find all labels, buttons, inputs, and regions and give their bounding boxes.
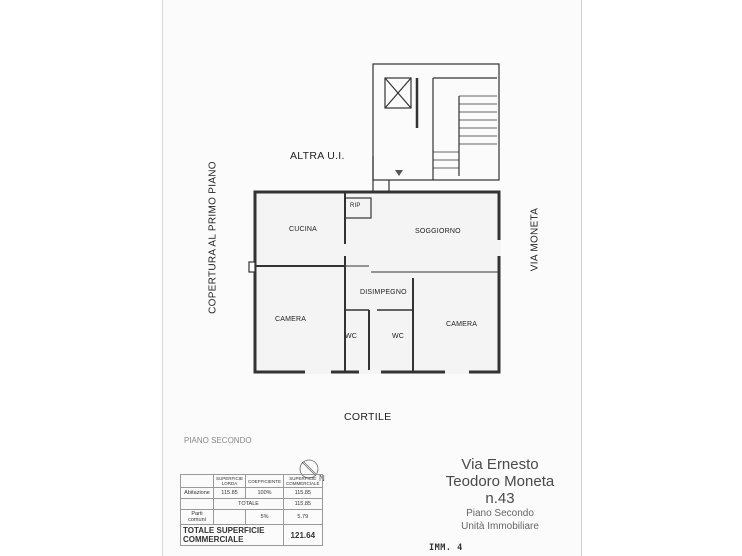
address-floor: Piano Secondo (466, 508, 534, 519)
table-row (181, 525, 323, 546)
room-label-camera-right: CAMERA (446, 321, 478, 328)
drawing-sheet (162, 0, 582, 556)
table-row (181, 499, 323, 510)
room-label-wc-right: WC (392, 333, 405, 340)
table-row (181, 510, 323, 525)
compass-north-label: N (319, 474, 325, 483)
address-line: Via Ernesto (461, 456, 539, 473)
area-table-cell: Abitazione (181, 488, 214, 499)
area-table-header (181, 475, 214, 488)
area-table-cell (181, 499, 214, 510)
room-label-wc-left: WC (345, 333, 358, 340)
area-table-cell (214, 510, 246, 525)
room-label-cucina: CUCINA (289, 226, 318, 233)
room-label-camera-left: CAMERA (275, 316, 307, 323)
area-table-cell: 5.79 (284, 510, 323, 525)
area-table-cell: 115.85 (284, 488, 323, 499)
unit-code: IMM. 4 (429, 543, 463, 553)
area-table-cell: 115.85 (214, 488, 246, 499)
floor-label: PIANO SECONDO (184, 436, 252, 445)
label-altra-ui: ALTRA U.I. (290, 150, 345, 162)
label-via-moneta: VIA MONETA (529, 207, 541, 272)
area-table-cell: 100% (246, 488, 284, 499)
area-table-cell: 115.85 (284, 499, 323, 510)
address-line: n.43 (485, 490, 515, 507)
area-total-value: 121.64 (284, 525, 323, 546)
address-block (425, 456, 575, 533)
area-table-cell: Parti comuni (181, 510, 214, 525)
area-table-header: COEFFICIENTE (246, 475, 284, 488)
room-label-soggiorno: SOGGIORNO (415, 228, 461, 235)
label-copertura: COPERTURA AL PRIMO PIANO (207, 161, 219, 314)
area-table-header: SUPERFICIE COMMERCIALE (284, 475, 323, 488)
room-label-disimpegno: DISIMPEGNO (360, 289, 407, 296)
area-table-cell: 5% (246, 510, 284, 525)
address-line: Teodoro Moneta (445, 473, 555, 490)
address-unit: Unità Immobiliare (461, 521, 539, 532)
area-total-label: TOTALE SUPERFICIE COMMERCIALE (181, 525, 284, 546)
apartment-outline (255, 192, 499, 372)
area-table (180, 474, 323, 546)
area-table-cell: TOTALE (214, 499, 284, 510)
entrance-arrow (395, 170, 403, 176)
table-row (181, 488, 323, 499)
label-cortile: CORTILE (344, 411, 392, 423)
room-label-rip: RIP (350, 203, 361, 209)
area-table-header: SUPERFICIE LORDA (214, 475, 246, 488)
stair-steps (433, 96, 497, 168)
stairwell-block (373, 64, 499, 180)
